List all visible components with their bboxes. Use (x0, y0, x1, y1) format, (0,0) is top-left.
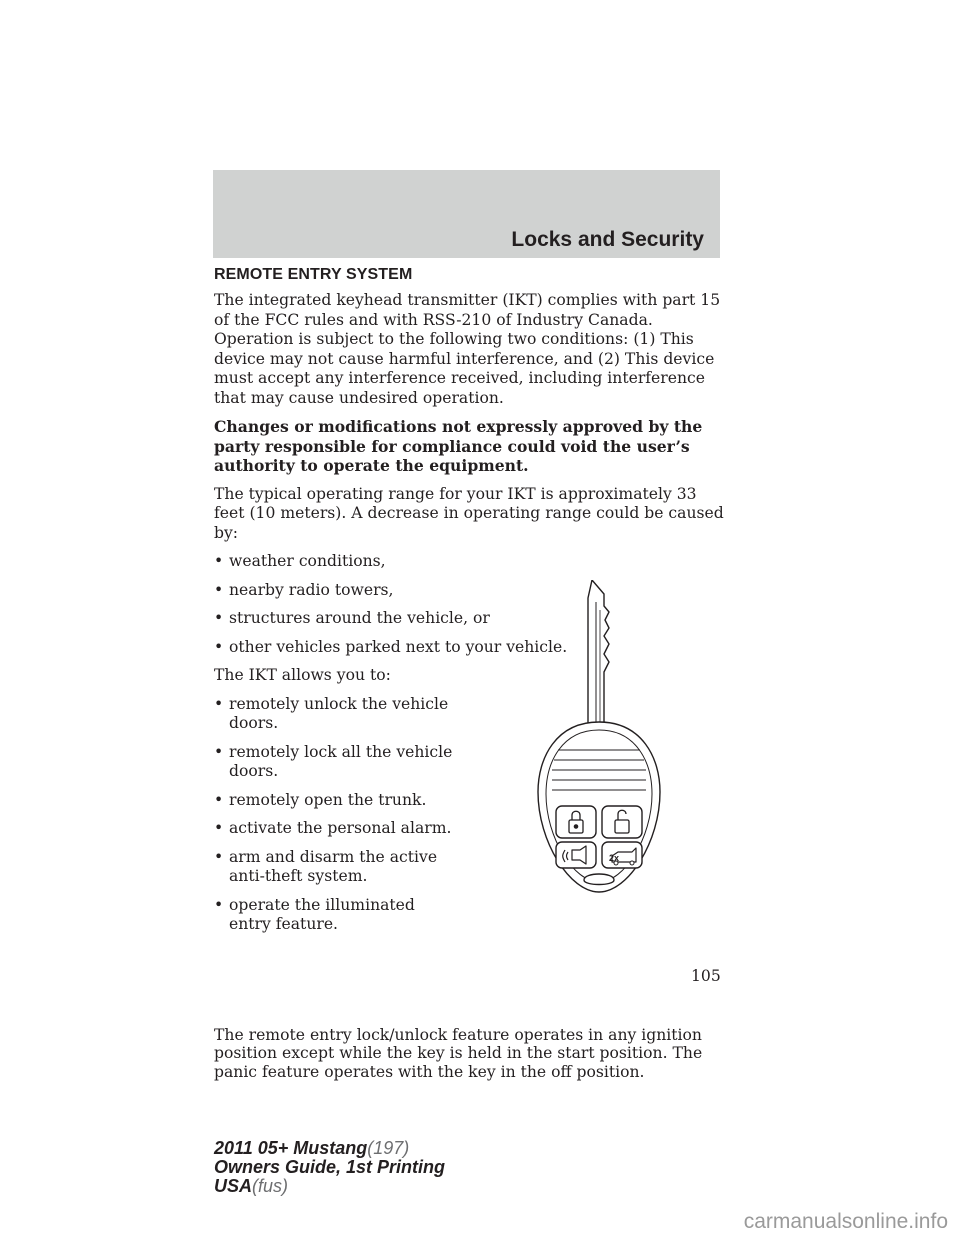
section-title: REMOTE ENTRY SYSTEM (214, 266, 413, 283)
illuminated-entry-light-icon (584, 874, 614, 885)
list-item-text: activate the personal alarm. (229, 819, 452, 837)
allows-paragraph: The IKT allows you to: (214, 666, 391, 684)
list-item-text: structures around the vehicle, or (229, 609, 490, 627)
trunk-2x-label: 2x (609, 853, 620, 863)
list-item-text: remotely lock all the vehicle doors. (229, 742, 453, 780)
list-item (214, 552, 724, 572)
list-item-text: other vehicles parked next to your vehicle. (229, 637, 568, 656)
list-item-text: nearby radio towers, (229, 580, 394, 599)
footer (214, 1139, 445, 1196)
footer-printing: Owners Guide, 1st Printing (214, 1157, 446, 1177)
bullet: • (214, 847, 224, 866)
list-item-text: operate the illuminated entry feature. (229, 895, 415, 933)
list-item (214, 848, 457, 887)
list-item-text: remotely unlock the vehicle doors. (229, 694, 449, 732)
bullet: • (214, 895, 224, 914)
list-item (214, 695, 457, 734)
page-header-title: Locks and Security (511, 228, 704, 251)
page-number: 105 (691, 967, 721, 985)
bullet: • (214, 819, 224, 837)
closing-paragraph: The remote entry lock/unlock feature operates in any ignition position except while the key is held in the start position. The panic feature operates with the key in the off position. (214, 1025, 703, 1081)
key-fob-illustration (536, 580, 662, 898)
footer-model-code: (197) (367, 1138, 410, 1158)
bullet: • (214, 609, 224, 627)
list-item (214, 819, 457, 839)
bullet: • (214, 637, 224, 656)
bullet: • (214, 580, 224, 599)
list-item (214, 791, 457, 811)
bullet: • (214, 552, 224, 570)
header-band (213, 170, 720, 258)
list-item (214, 743, 457, 782)
bullet: • (214, 694, 224, 713)
footer-model: 2011 05+ Mustang (214, 1138, 368, 1158)
footer-market-code: (fus) (252, 1176, 289, 1196)
list-item-text: weather conditions, (229, 552, 386, 570)
list-item (214, 896, 457, 935)
list-item-text: arm and disarm the active anti-theft system. (229, 847, 438, 885)
watermark: carmanualsonline.info (743, 1210, 948, 1233)
list-item-text: remotely open the trunk. (229, 790, 427, 809)
bullet: • (214, 790, 224, 809)
warning-paragraph: Changes or modifications not expressly approved by the party responsible for compliance could void the user’s authority to operate the equipment. (214, 417, 703, 475)
bullet: • (214, 742, 224, 761)
key-blade-icon (588, 580, 609, 732)
footer-market: USA (214, 1176, 253, 1196)
range-paragraph: The typical operating range for your IKT is approximately 33 feet (10 meters). A decrease in operating range could be caused by: (214, 484, 724, 542)
intro-paragraph: The integrated keyhead transmitter (IKT) complies with part 15 of the FCC rules and with RSS-210 of Industry Canada. Operation is subject to the following two conditions: (1) This device may not cause harmful interference, and (2) This device must accept any interference received, including interference that may cause undesired operation. (214, 291, 721, 407)
